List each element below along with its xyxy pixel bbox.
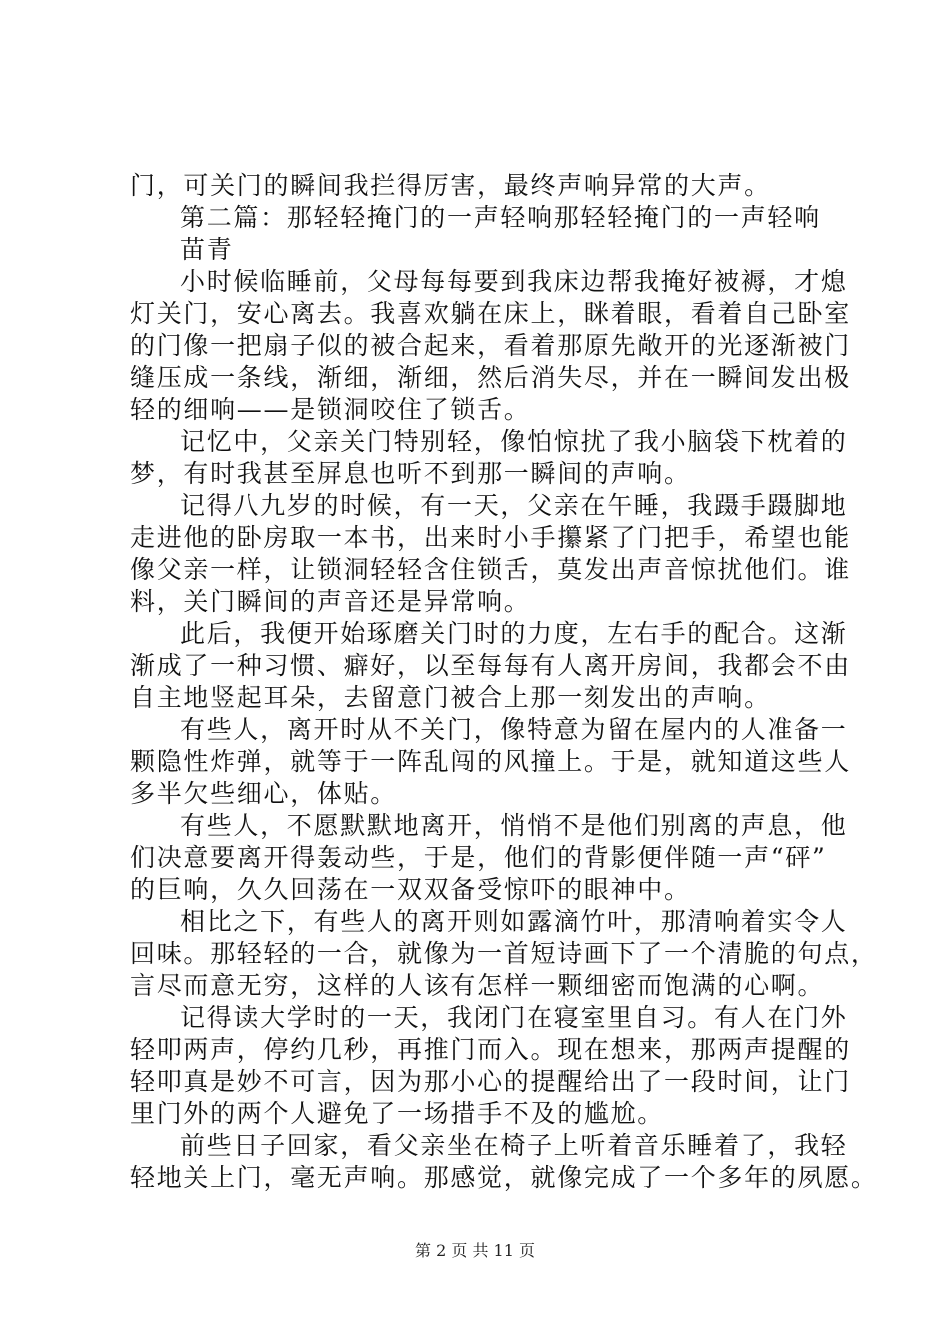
text-line: 有些人，不愿默默地离开，悄悄不是他们别离的声息，他 [180, 811, 848, 840]
text-line: 颗隐性炸弹，就等于一阵乱闯的风撞上。于是，就知道这些人 [130, 747, 851, 776]
text-line: 轻叩真是妙不可言，因为那小心的提醒给出了一段时间，让门 [130, 1067, 851, 1096]
text-line: 苗青 [180, 235, 234, 264]
text-line: 梦，有时我甚至屏息也听不到那一瞬间的声响。 [130, 459, 691, 488]
text-line: 记忆中，父亲关门特别轻，像怕惊扰了我小脑袋下枕着的 [180, 427, 848, 456]
text-line: 此后，我便开始琢磨关门时的力度，左右手的配合。这渐 [180, 619, 848, 648]
text-line: 缝压成一条线，渐细，渐细，然后消失尽，并在一瞬间发出极 [130, 363, 851, 392]
text-line: 灯关门，安心离去。我喜欢躺在床上，眯着眼，看着自己卧室 [130, 299, 851, 328]
text-line: 前些日子回家，看父亲坐在椅子上听着音乐睡着了，我轻 [180, 1131, 848, 1160]
text-line: 门，可关门的瞬间我拦得厉害，最终声响异常的大声。 [130, 171, 771, 200]
text-line: 料，关门瞬间的声音还是异常响。 [130, 587, 531, 616]
document-body [130, 170, 878, 1194]
text-line: 有些人，离开时从不关门，像特意为留在屋内的人准备一 [180, 715, 848, 744]
text-line: 轻地关上门，毫无声响。那感觉，就像完成了一个多年的夙愿。 [130, 1163, 878, 1192]
text-line: 自主地竖起耳朵，去留意门被合上那一刻发出的声响。 [130, 683, 771, 712]
text-line: 渐成了一种习惯、癖好，以至每每有人离开房间，我都会不由 [130, 651, 851, 680]
text-line: 走进他的卧房取一本书，出来时小手攥紧了门把手，希望也能 [130, 523, 851, 552]
text-line: 记得读大学时的一天，我闭门在寝室里自习。有人在门外 [180, 1003, 848, 1032]
text-line: 的巨响，久久回荡在一双双备受惊吓的眼神中。 [130, 875, 691, 904]
text-line: 轻的细响——是锁洞咬住了锁舌。 [130, 395, 531, 424]
text-line: 记得八九岁的时候，有一天，父亲在午睡，我蹑手蹑脚地 [180, 491, 848, 520]
text-line: 小时候临睡前，父母每每要到我床边帮我掩好被褥，才熄 [180, 267, 848, 296]
text-line: 们决意要离开得轰动些，于是，他们的背影便伴随一声“砰” [130, 843, 827, 872]
text-line: 里门外的两个人避免了一场措手不及的尴尬。 [130, 1099, 665, 1128]
text-line: 轻叩两声，停约几秒，再推门而入。现在想来，那两声提醒的 [130, 1035, 851, 1064]
text-line: 相比之下，有些人的离开则如露滴竹叶，那清响着实令人 [180, 907, 848, 936]
page-footer: 第 2 页 共 11 页 [415, 1241, 535, 1260]
text-line: 言尽而意无穷，这样的人该有怎样一颗细密而饱满的心啊。 [130, 971, 825, 1000]
text-line: 第二篇：那轻轻掩门的一声轻响那轻轻掩门的一声轻响 [180, 203, 821, 232]
text-line: 多半欠些细心，体贴。 [130, 779, 398, 808]
text-line: 像父亲一样，让锁洞轻轻含住锁舌，莫发出声音惊扰他们。谁 [130, 555, 851, 584]
text-line: 的门像一把扇子似的被合起来，看着那原先敞开的光逐渐被门 [130, 331, 851, 360]
text-line: 回味。那轻轻的一合，就像为一首短诗画下了一个清脆的句点， [130, 939, 878, 968]
